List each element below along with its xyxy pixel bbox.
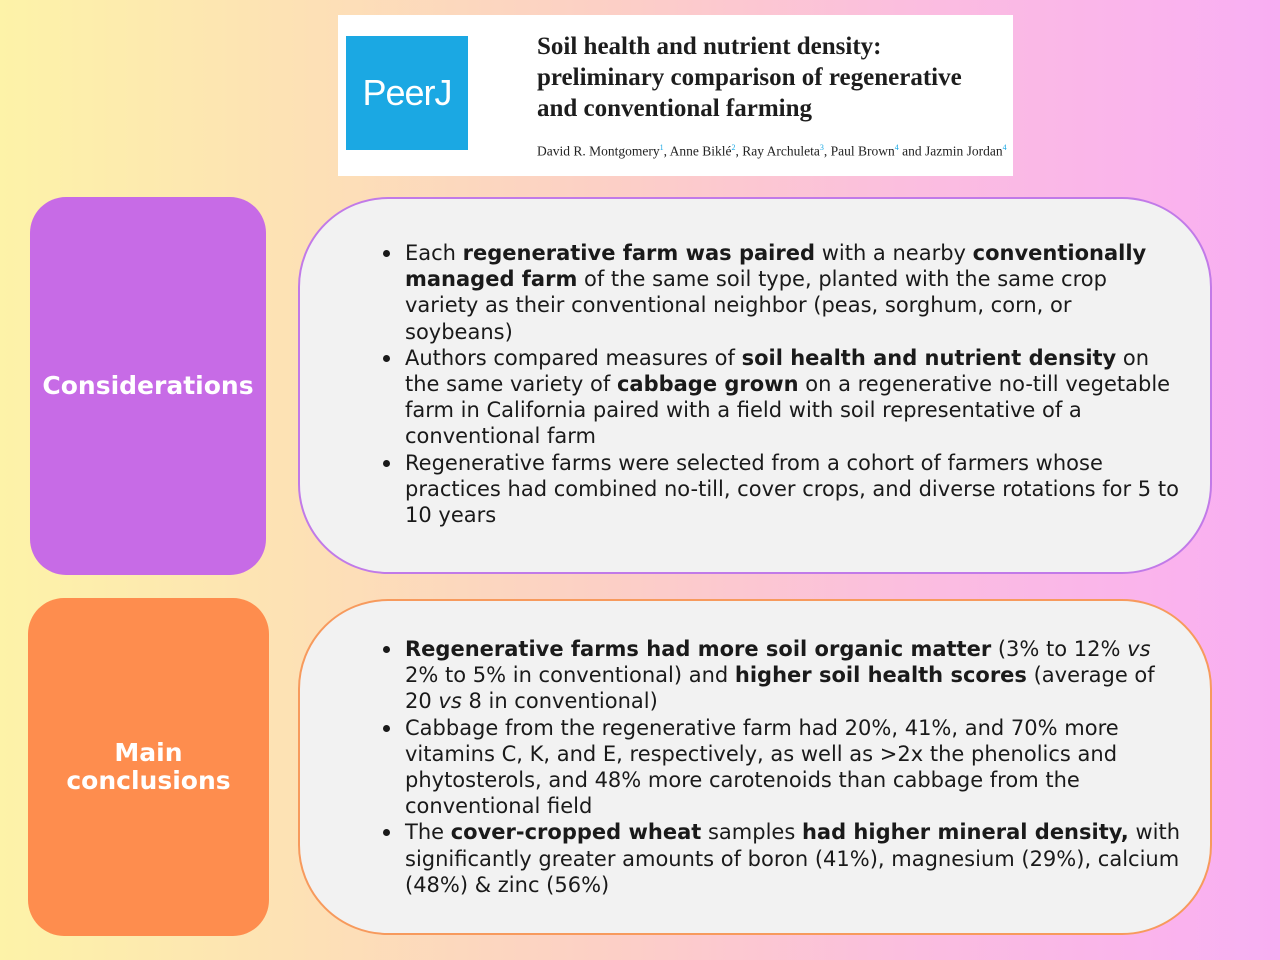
author-separator: and xyxy=(898,143,925,159)
text: (3% to 12% xyxy=(991,637,1128,661)
bullet-point xyxy=(405,636,1182,715)
author-name: Anne Biklé xyxy=(669,143,732,159)
author-affiliation: 1 xyxy=(659,143,664,152)
bold-text: conventionally managed farm xyxy=(405,241,1147,292)
author-separator: , xyxy=(663,143,670,159)
considerations-label: Considerations xyxy=(30,197,266,575)
bold-text: soil health and nutrient density xyxy=(741,345,1117,370)
author-name: Jazmin Jordan xyxy=(925,143,1003,159)
bold-text: cover-cropped wheat xyxy=(450,820,702,845)
bold-text: Regenerative farms had more soil organic matter xyxy=(405,637,992,661)
text: on the same variety of xyxy=(405,345,1150,397)
bold-text: had higher mineral density, xyxy=(801,820,1129,845)
peerj-logo: PeerJ xyxy=(346,36,468,150)
author-name: Ray Archuleta xyxy=(742,143,820,159)
author-separator: , xyxy=(735,143,743,159)
paper-authors xyxy=(537,139,1007,160)
author-affiliation: 4 xyxy=(894,143,899,152)
paper-header-card xyxy=(338,15,1013,176)
paper-title: Soil health and nutrient density: preliminary comparison of regenerative and conventional farming xyxy=(537,33,962,122)
text: Cabbage from the regenerative farm had 20%, 41%, and 70% more vitamins C, K, and E, respectively, as well as >2x the phenolics and phytosterols, and 48% more carotenoids than cabbage from the conventional field xyxy=(405,715,1119,819)
bold-text: higher soil health scores xyxy=(734,663,1027,688)
text: Regenerative farms were selected from a cohort of farmers whose practices had combined no-till, cover crops, and diverse rotations for 5 to 10 years xyxy=(405,450,1179,528)
bullet-point xyxy=(405,240,1182,345)
main-conclusions-panel xyxy=(298,599,1212,935)
bullet-point xyxy=(405,345,1182,450)
author-name: David R. Montgomery xyxy=(537,143,660,159)
author-name: Paul Brown xyxy=(830,143,895,159)
text: The xyxy=(405,820,451,845)
main-conclusions-label: Main conclusions xyxy=(28,598,269,936)
text: 2% to 5% in conventional) and xyxy=(405,663,735,688)
italic-text: vs xyxy=(1127,637,1151,661)
text: of the same soil type, planted with the same crop variety as their conventional neighbor (peas, sorghum, corn, or soybeans) xyxy=(405,267,1107,344)
text: Each xyxy=(405,241,463,265)
text: with significantly greater amounts of boron (41%), magnesium (29%), calcium (48%) & zinc (56%) xyxy=(405,820,1181,897)
text: with a nearby xyxy=(815,241,973,265)
italic-text: vs xyxy=(438,689,462,714)
text: 8 in conventional) xyxy=(461,689,658,714)
author-affiliation: 4 xyxy=(1002,143,1007,152)
main-conclusions-list xyxy=(405,636,1182,898)
bold-text: cabbage grown xyxy=(616,372,799,397)
considerations-panel xyxy=(298,197,1212,574)
bullet-point xyxy=(405,819,1182,898)
author-affiliation: 3 xyxy=(819,143,824,152)
text: Authors compared measures of xyxy=(405,345,742,370)
text: on a regenerative no-till vegetable farm in California paired with a field with soil representative of a conventional farm xyxy=(405,372,1171,449)
text: (average of 20 xyxy=(405,663,1155,714)
author-separator: , xyxy=(823,143,831,159)
bullet-point xyxy=(405,715,1182,820)
bullet-point xyxy=(405,450,1182,529)
text: samples xyxy=(701,820,802,845)
considerations-list xyxy=(405,240,1182,528)
bold-text: regenerative farm was paired xyxy=(462,241,816,265)
author-affiliation: 2 xyxy=(731,143,736,152)
